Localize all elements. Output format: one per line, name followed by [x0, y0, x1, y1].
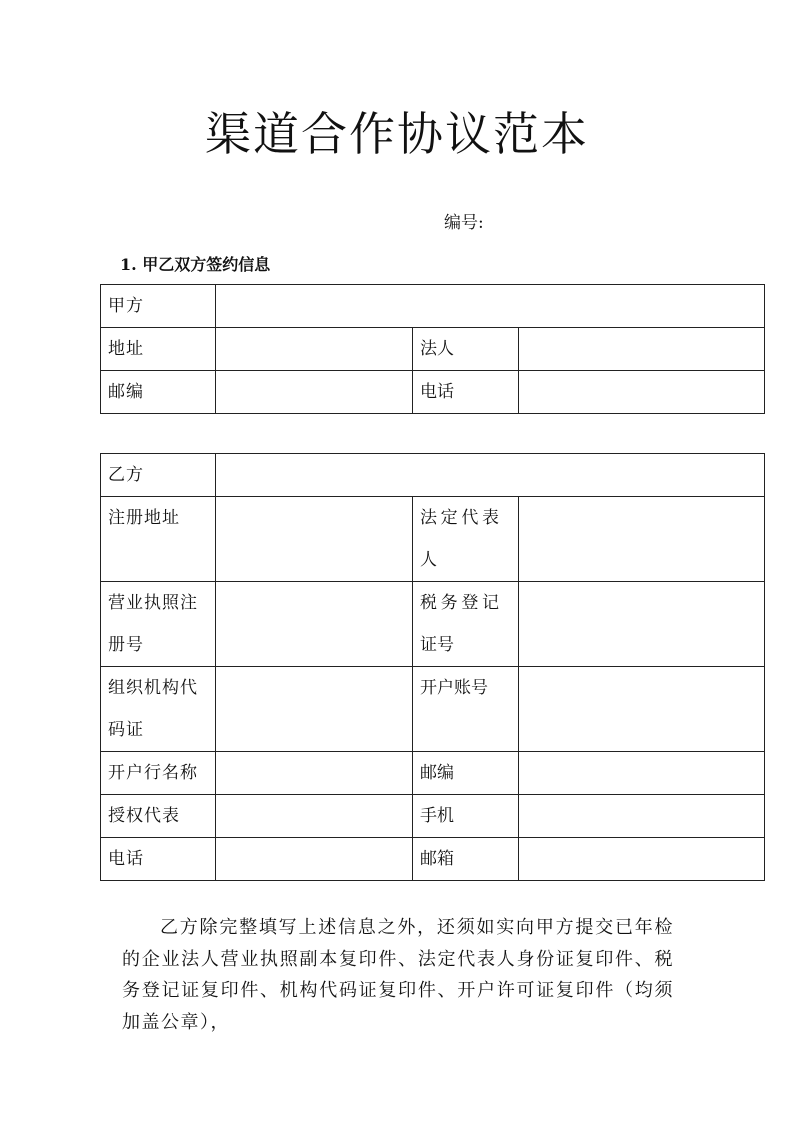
org-code-label: 组织机构代码证 [101, 667, 216, 752]
legal-person-label: 法人 [413, 328, 519, 371]
section-heading: 1. 甲乙双方签约信息 [120, 255, 271, 274]
party-a-table [100, 284, 765, 414]
legal-rep-label: 法定代表人 [413, 497, 519, 582]
phone-label: 电话 [413, 371, 519, 414]
table-row [101, 328, 765, 371]
account-no-label: 开户账号 [413, 667, 519, 752]
org-code-field[interactable] [216, 667, 413, 752]
table-row [101, 371, 765, 414]
legal-person-field[interactable] [519, 328, 765, 371]
party-b-label: 乙方 [101, 454, 216, 497]
license-no-label: 营业执照注册号 [101, 582, 216, 667]
party-a-field[interactable] [216, 285, 765, 328]
tax-reg-field[interactable] [519, 582, 765, 667]
email-field[interactable] [519, 838, 765, 881]
party-b-field[interactable] [216, 454, 765, 497]
table-row [101, 838, 765, 881]
auth-rep-label: 授权代表 [101, 795, 216, 838]
reg-address-field[interactable] [216, 497, 413, 582]
postcode-label: 邮编 [413, 752, 519, 795]
legal-rep-field[interactable] [519, 497, 765, 582]
address-label: 地址 [101, 328, 216, 371]
tax-reg-label: 税务登记证号 [413, 582, 519, 667]
table-row [101, 285, 765, 328]
postcode-label: 邮编 [101, 371, 216, 414]
table-row [101, 795, 765, 838]
mobile-field[interactable] [519, 795, 765, 838]
email-label: 邮箱 [413, 838, 519, 881]
table-row [101, 582, 765, 667]
auth-rep-field[interactable] [216, 795, 413, 838]
body-paragraph: 乙方除完整填写上述信息之外，还须如实向甲方提交已年检的企业法人营业执照副本复印件、法定代表人身份证复印件、税务登记证复印件、机构代码证复印件、开户许可证复印件（均须加盖公章）， [122, 917, 674, 1033]
reg-address-label: 注册地址 [101, 497, 216, 582]
table-row [101, 454, 765, 497]
phone-label: 电话 [101, 838, 216, 881]
page-title: 渠道合作协议范本 [205, 107, 589, 161]
postcode-field[interactable] [216, 371, 413, 414]
party-a-label: 甲方 [101, 285, 216, 328]
license-no-field[interactable] [216, 582, 413, 667]
table-row [101, 497, 765, 582]
phone-field[interactable] [519, 371, 765, 414]
table-row [101, 752, 765, 795]
phone-field[interactable] [216, 838, 413, 881]
address-field[interactable] [216, 328, 413, 371]
bank-name-field[interactable] [216, 752, 413, 795]
table-row [101, 667, 765, 752]
party-b-table [100, 453, 765, 881]
mobile-label: 手机 [413, 795, 519, 838]
doc-number-label: 编号: [444, 213, 484, 233]
postcode-field[interactable] [519, 752, 765, 795]
bank-name-label: 开户行名称 [101, 752, 216, 795]
account-no-field[interactable] [519, 667, 765, 752]
